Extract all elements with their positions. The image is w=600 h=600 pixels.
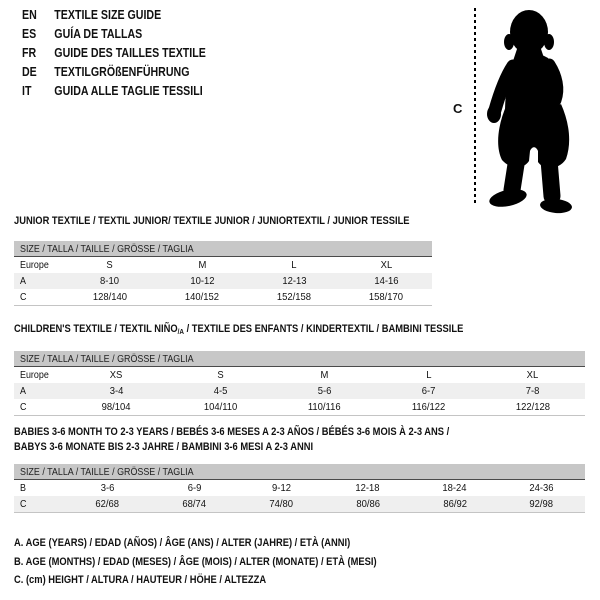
- language-row-text: [22, 27, 142, 41]
- language-row: [22, 46, 238, 65]
- language-row-text: [22, 84, 203, 98]
- section-title-segment: /A: [177, 327, 184, 336]
- junior-size-table: [14, 241, 432, 306]
- value-cell: [168, 385, 272, 397]
- value-text: XL: [380, 259, 392, 271]
- table-row: [14, 496, 585, 512]
- row-label-cell: [14, 498, 64, 510]
- section-title-line: [14, 214, 432, 229]
- value-text: 10-12: [189, 275, 215, 287]
- size-header-text: SIZE / TALLA / TAILLE / GRÖSSE / TAGLIA: [20, 352, 194, 365]
- value-cell: [156, 259, 248, 271]
- value-cell: [481, 385, 585, 397]
- section-childrens-textile: [14, 322, 585, 416]
- row-label-text: C: [20, 498, 27, 510]
- section-title-segment: BABIES 3-6 MONTH TO 2-3 YEARS / BEBÉS 3-6 MESES A 2-3 AÑOS / BÉBÉS 3-6 MOIS À 2-3 ANS /: [14, 426, 450, 438]
- value-cell: [64, 369, 168, 381]
- value-text: M: [320, 369, 329, 381]
- value-text: 4-5: [213, 385, 228, 397]
- value-cell: [151, 498, 238, 510]
- value-cell: [64, 482, 151, 494]
- guide-title-label: GUIDE DES TAILLES TEXTILE: [54, 46, 206, 60]
- language-row-text: [22, 8, 161, 22]
- section-title-segment: JUNIOR TEXTILE / TEXTIL JUNIOR/ TEXTILE JUNIOR / JUNIORTEXTIL / JUNIOR TESSILE: [14, 215, 410, 227]
- value-text: 18-24: [442, 482, 467, 494]
- toddler-figure: [440, 0, 600, 215]
- value-text: 24-36: [529, 482, 554, 494]
- section-title-segment: CHILDREN'S TEXTILE / TEXTIL NIÑO: [14, 323, 178, 335]
- value-cell: [151, 482, 238, 494]
- language-title-list: [22, 8, 238, 103]
- value-cell: [168, 401, 272, 413]
- size-header-row: [14, 241, 432, 257]
- footnote-text: A. AGE (YEARS) / EDAD (AÑOS) / ÂGE (ANS) / ALTER (JAHRE) / ETÀ (ANNI): [14, 537, 351, 549]
- height-measure-dashed-line: [474, 8, 476, 206]
- row-label-text: C: [20, 401, 27, 413]
- value-text: 80/86: [356, 498, 380, 510]
- row-label-cell: [14, 291, 64, 303]
- value-cell: [411, 482, 498, 494]
- row-label-text: A: [20, 385, 26, 397]
- language-code: IT: [22, 84, 32, 98]
- table-row: [14, 273, 432, 289]
- table-row: [14, 257, 432, 273]
- value-text: 7-8: [526, 385, 540, 397]
- value-text: 140/152: [184, 291, 220, 303]
- value-text: 6-9: [187, 482, 202, 494]
- value-text: 104/110: [203, 401, 238, 413]
- value-text: 68/74: [182, 498, 207, 510]
- language-row-text: [22, 65, 189, 79]
- guide-title-label: GUIDA ALLE TAGLIE TESSILI: [54, 84, 203, 98]
- value-cell: [248, 275, 340, 287]
- section-title-segment: / TEXTILE DES ENFANTS / KINDERTEXTIL / BAMBINI TESSILE: [183, 323, 464, 335]
- row-label-text: Europe: [20, 259, 49, 271]
- value-cell: [377, 369, 481, 381]
- table-row: [14, 289, 432, 305]
- value-text: 116/122: [411, 401, 446, 413]
- value-cell: [272, 385, 376, 397]
- value-text: L: [426, 369, 432, 381]
- guide-title-label: GUÍA DE TALLAS: [54, 27, 143, 41]
- table-row: [14, 367, 585, 383]
- value-cell: [238, 498, 325, 510]
- value-cell: [64, 401, 168, 413]
- guide-title-label: TEXTILGRÖßENFÜHRUNG: [54, 65, 190, 79]
- value-text: 3-4: [109, 385, 123, 397]
- value-cell: [248, 259, 340, 271]
- value-cell: [64, 259, 156, 271]
- size-header-row: [14, 351, 585, 367]
- guide-title-label: TEXTILE SIZE GUIDE: [54, 8, 162, 22]
- row-label-text: C: [20, 291, 27, 303]
- value-text: 3-6: [100, 482, 115, 494]
- row-label-cell: [14, 369, 64, 381]
- row-label-text: B: [20, 482, 26, 494]
- section-title-text: [14, 440, 313, 455]
- row-label-cell: [14, 275, 64, 287]
- height-measure-label: C: [453, 101, 463, 116]
- section-title-segment: BABYS 3-6 MONATE BIS 2-3 JAHRE / BAMBINI 3-6 MESI A 2-3 ANNI: [14, 441, 314, 453]
- row-label-cell: [14, 482, 64, 494]
- value-text: XL: [527, 369, 539, 381]
- value-text: 98/104: [101, 401, 131, 413]
- value-text: 6-7: [421, 385, 436, 397]
- value-text: 92/98: [529, 498, 554, 510]
- value-cell: [411, 498, 498, 510]
- value-cell: [272, 369, 376, 381]
- value-cell: [340, 275, 432, 287]
- language-row-text: [22, 46, 206, 60]
- value-cell: [64, 498, 151, 510]
- value-text: XS: [109, 369, 123, 381]
- size-header-row: [14, 464, 585, 480]
- value-text: S: [106, 259, 114, 271]
- value-text: 8-10: [100, 275, 120, 287]
- size-header-text: SIZE / TALLA / TAILLE / GRÖSSE / TAGLIA: [20, 242, 194, 255]
- value-text: 12-13: [281, 275, 307, 287]
- value-cell: [340, 291, 432, 303]
- value-cell: [324, 498, 411, 510]
- value-text: 9-12: [271, 482, 291, 494]
- section-title-text: [14, 322, 463, 339]
- value-text: 110/116: [308, 401, 341, 413]
- value-cell: [498, 482, 585, 494]
- value-cell: [340, 259, 432, 271]
- section-title-text: [14, 425, 449, 440]
- section-babies-textile: [14, 425, 585, 513]
- value-cell: [324, 482, 411, 494]
- value-text: L: [291, 259, 297, 271]
- value-cell: [377, 401, 481, 413]
- language-code: EN: [22, 8, 37, 22]
- measurement-footnotes: [14, 537, 441, 593]
- value-cell: [64, 275, 156, 287]
- row-label-cell: [14, 385, 64, 397]
- language-row: [22, 84, 238, 103]
- language-row: [22, 27, 238, 46]
- language-code: DE: [22, 65, 37, 79]
- language-code: ES: [22, 27, 37, 41]
- value-text: 14-16: [373, 275, 399, 287]
- footnote-text: C. (cm) HEIGHT / ALTURA / HAUTEUR / HÖHE / ALTEZZA: [14, 574, 267, 586]
- section-title-text: [14, 214, 410, 229]
- section-title-line: [14, 425, 585, 440]
- babies-size-table: [14, 464, 585, 513]
- value-cell: [481, 369, 585, 381]
- language-row: [22, 65, 238, 84]
- table-row: [14, 399, 585, 415]
- section-title: [14, 425, 585, 455]
- baby-silhouette-image: [482, 2, 598, 214]
- value-text: 5-6: [317, 385, 332, 397]
- value-text: 152/158: [276, 291, 312, 303]
- value-cell: [64, 291, 156, 303]
- section-title: [14, 214, 432, 229]
- language-row: [22, 8, 238, 27]
- value-text: 122/128: [515, 401, 550, 413]
- table-row: [14, 480, 585, 496]
- footnote-text: B. AGE (MONTHS) / EDAD (MESES) / ÂGE (MOIS) / ALTER (MONATE) / ETÀ (MESI): [14, 555, 377, 568]
- language-code: FR: [22, 46, 37, 60]
- childrens-size-table: [14, 351, 585, 416]
- row-label-text: Europe: [20, 369, 49, 381]
- row-label-text: A: [20, 275, 26, 287]
- value-text: 74/80: [269, 498, 293, 510]
- value-cell: [272, 401, 376, 413]
- value-cell: [168, 369, 272, 381]
- section-title-line: [14, 322, 585, 339]
- value-cell: [498, 498, 585, 510]
- footnote: [14, 537, 441, 556]
- row-label-cell: [14, 401, 64, 413]
- value-cell: [156, 291, 248, 303]
- footnote: [14, 574, 441, 593]
- section-junior-textile: [14, 214, 432, 306]
- value-text: 12-18: [355, 482, 380, 494]
- value-cell: [248, 291, 340, 303]
- row-label-cell: [14, 259, 64, 271]
- value-text: S: [217, 369, 224, 381]
- value-cell: [238, 482, 325, 494]
- value-text: 128/140: [92, 291, 128, 303]
- footnote: [14, 556, 441, 575]
- value-cell: [156, 275, 248, 287]
- table-row: [14, 383, 585, 399]
- section-title-line: [14, 440, 585, 455]
- value-cell: [64, 385, 168, 397]
- size-header-text: SIZE / TALLA / TAILLE / GRÖSSE / TAGLIA: [20, 465, 194, 478]
- value-text: 158/170: [368, 291, 404, 303]
- value-text: 86/92: [442, 498, 467, 510]
- value-text: 62/68: [95, 498, 120, 510]
- value-cell: [481, 401, 585, 413]
- section-title: [14, 322, 585, 339]
- value-cell: [377, 385, 481, 397]
- value-text: M: [198, 259, 206, 271]
